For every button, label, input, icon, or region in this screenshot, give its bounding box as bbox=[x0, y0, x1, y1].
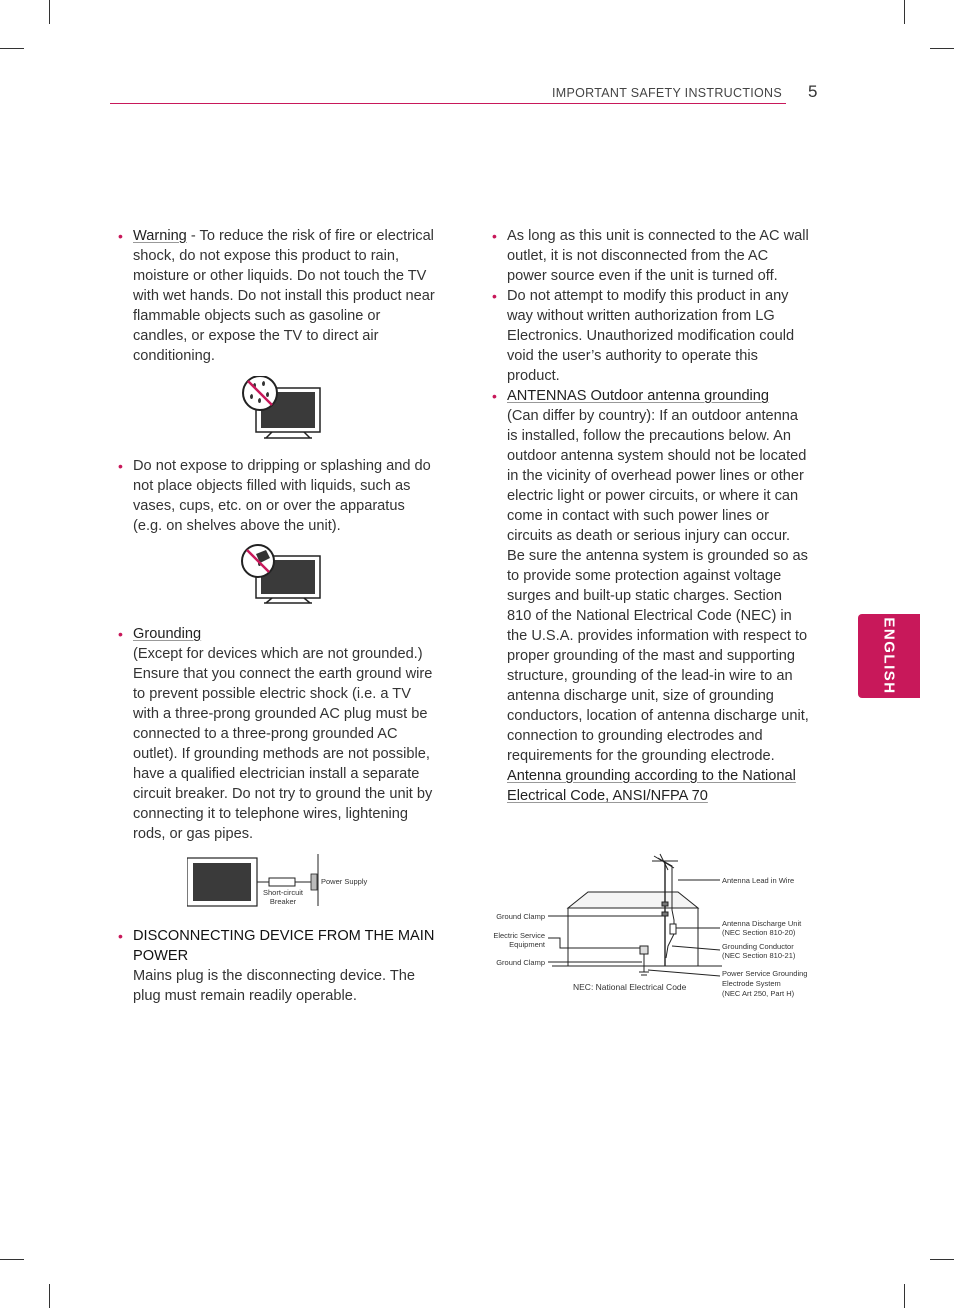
warning-item bbox=[118, 226, 435, 366]
power-supply-label: Power Supply bbox=[321, 877, 368, 886]
antenna-text: (Can differ by country): If an outdoor antenna is installed, follow the precautions below. An outdoor antenna system should not be located in the vicinity of overhead power lines or other electric light or power circuits, or where it can come in contact with such power lines or circuits as death or serious injury can occur. Be sure the antenna system is grounded so as to provide some protection against voltage surges and built-up static charges. Section 810 of the National Electrical Code (NEC) in the U.S.A. provides information with respect to proper grounding of the mast and supporting structure, grounding of the lead-in wire to an antenna discharge unit, size of grounding conductors, location of antenna discharge unit, connection to grounding electrodes and requirements for the grounding electrode. bbox=[507, 408, 809, 764]
grounding-heading-line bbox=[133, 624, 435, 644]
lead-in-label: Antenna Lead in Wire bbox=[722, 876, 795, 885]
antenna-subheading: Antenna grounding according to the National Electrical Code, ANSI/NFPA 70 bbox=[507, 768, 796, 804]
ground-clamp-top-label: Ground Clamp bbox=[496, 912, 545, 921]
breaker-label: Breaker bbox=[269, 897, 297, 906]
crop-mark bbox=[930, 48, 954, 49]
language-tab bbox=[858, 614, 920, 698]
electrode-system-label: (NEC Art 250, Part H) bbox=[722, 989, 795, 998]
bullet-icon: • bbox=[492, 228, 497, 244]
disconnect-heading-line bbox=[133, 926, 435, 966]
discharge-unit-label: Antenna Discharge Unit bbox=[722, 919, 802, 928]
grounding-heading: Grounding bbox=[133, 626, 202, 642]
antenna-item bbox=[492, 386, 810, 806]
crop-mark bbox=[904, 1284, 905, 1308]
warning-heading: Warning bbox=[133, 228, 187, 244]
modify-text: Do not attempt to modify this product in any way without written authorization from LG Electronics. Unauthorized modification could void the user’s authority to operate this product. bbox=[507, 288, 795, 384]
antenna-heading: ANTENNAS Outdoor antenna grounding bbox=[507, 388, 770, 404]
warning-text: - To reduce the risk of fire or electrical shock, do not expose this product to rain, moisture or other liquids. Do not touch the TV with wet hands. Do not install this product near flammable objects such as gasoline or candles, or expose the TV to direct air conditioning. bbox=[133, 228, 435, 364]
bullet-icon: • bbox=[118, 228, 123, 244]
page-number: 5 bbox=[808, 82, 818, 101]
grounding-conductor-label: Grounding Conductor bbox=[722, 942, 794, 951]
crop-mark bbox=[904, 0, 905, 24]
modify-item bbox=[492, 286, 810, 386]
ac-text: As long as this unit is connected to the AC wall outlet, it is not disconnected from the AC power source even if the unit is turned off. bbox=[507, 228, 809, 284]
disconnect-item bbox=[118, 926, 435, 1006]
antenna-heading-line bbox=[507, 386, 810, 406]
bullet-icon: • bbox=[118, 626, 123, 642]
header-rule bbox=[110, 103, 786, 104]
grounding-circuit-figure bbox=[187, 854, 387, 910]
electrode-system-label: Electrode System bbox=[722, 979, 781, 988]
tv-liquid-prohibited-icon bbox=[234, 544, 334, 606]
grounding-conductor-label: (NEC Section 810-21) bbox=[722, 951, 796, 960]
grounding-text: (Except for devices which are not grounded.) Ensure that you connect the earth ground wire to prevent possible electric shock (i.e. a TV with a three-prong grounded AC plug must be connected to a three-prong grounded AC outlet). If grounding methods are not possible, have a qualified electrician install a separate circuit breaker. Do not try to ground the unit by connecting it to telephone wires, lightening rods, or gas pipes. bbox=[133, 646, 433, 842]
electric-service-label: Electric Service bbox=[493, 931, 545, 940]
antenna-grounding-diagram bbox=[482, 850, 822, 1010]
grounding-item bbox=[118, 624, 435, 844]
electric-service-label: Equipment bbox=[509, 940, 545, 949]
electrode-system-label: Power Service Grounding bbox=[722, 969, 808, 978]
bullet-icon: • bbox=[118, 928, 123, 944]
bullet-icon: • bbox=[118, 458, 123, 474]
crop-mark bbox=[0, 48, 24, 49]
header-title: IMPORTANT SAFETY INSTRUCTIONS bbox=[552, 86, 783, 100]
dripping-text: Do not expose to dripping or splashing and do not place objects filled with liquids, such as vases, cups, etc. on or over the apparatus (e.g. on shelves above the unit). bbox=[133, 458, 431, 534]
breaker-label: Short-circuit bbox=[262, 888, 304, 897]
disconnect-heading: DISCONNECTING DEVICE FROM THE MAIN POWER bbox=[133, 928, 435, 964]
bullet-icon: • bbox=[492, 388, 497, 404]
antenna-subheading-line bbox=[507, 766, 810, 806]
right-column bbox=[492, 226, 810, 806]
crop-mark bbox=[930, 1259, 954, 1260]
crop-mark bbox=[49, 0, 50, 24]
crop-mark bbox=[49, 1284, 50, 1308]
tv-rain-prohibited-icon bbox=[234, 376, 334, 442]
ac-item bbox=[492, 226, 810, 286]
discharge-unit-label: (NEC Section 810-20) bbox=[722, 928, 796, 937]
disconnect-text: Mains plug is the disconnecting device. The plug must remain readily operable. bbox=[133, 968, 416, 1004]
warning-paragraph bbox=[133, 226, 435, 366]
crop-mark bbox=[0, 1259, 24, 1260]
ground-clamp-bottom-label: Ground Clamp bbox=[496, 958, 545, 967]
language-tab-label: ENGLISH bbox=[880, 617, 898, 695]
left-column bbox=[118, 226, 435, 1006]
bullet-icon: • bbox=[492, 288, 497, 304]
nec-label: NEC: National Electrical Code bbox=[573, 982, 687, 992]
dripping-item bbox=[118, 456, 435, 536]
